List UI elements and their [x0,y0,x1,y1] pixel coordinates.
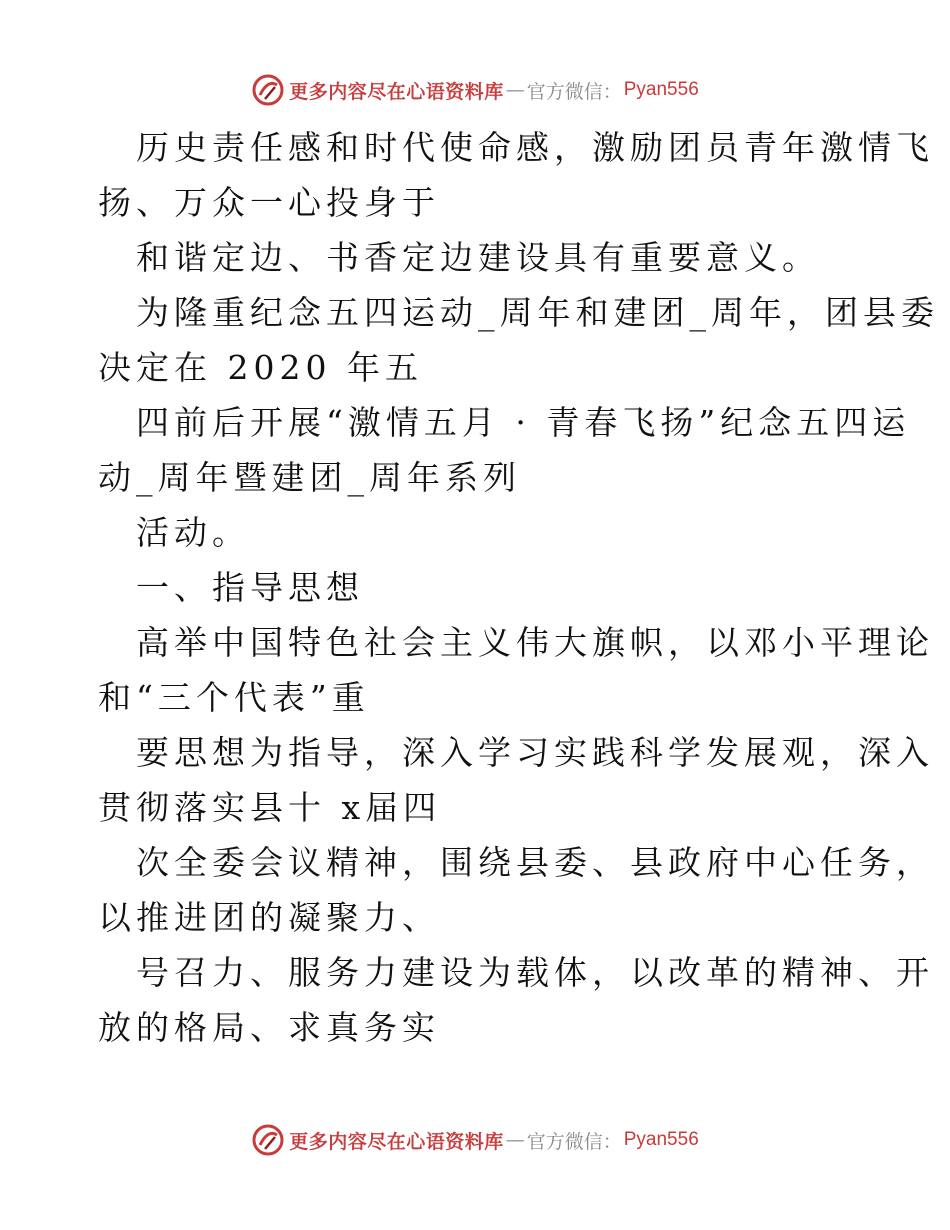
text-line: 四前后开展“激情五月 · 青春飞扬”纪念五四运 [136,403,911,442]
watermark-official: 官方微信： [526,80,622,103]
text-line: 动_周年暨建团_周年系列 [98,458,521,497]
section-heading: 一、指导思想 [136,568,364,607]
document-body [98,120,939,1055]
text-line: 以推进团的凝聚力、 [98,898,440,937]
text-line: 和谐定边、书香定边建设具有重要意义。 [136,238,820,277]
text-line: 高举中国特色社会主义伟大旗帜，以邓小平理论 [136,623,934,662]
watermark-text: 更多内容尽在心语资料库 [289,80,504,103]
text-line: 贯彻落实县十 x届四 [98,788,442,827]
text-line: 和“三个代表”重 [98,678,370,717]
text-line: 决定在 2020 年五 [98,348,423,387]
watermark-official: 官方微信： [526,1130,622,1153]
logo-icon [251,1123,285,1157]
logo-icon [251,73,285,107]
text-line: 放的格局、求真务实 [98,1008,440,1047]
watermark-id: Pyan556 [623,1129,699,1150]
watermark-id: Pyan556 [623,79,699,100]
text-line: 次全委会议精神，围绕县委、县政府中心任务， [136,843,934,882]
watermark-text: 更多内容尽在心语资料库 [289,1130,504,1153]
text-line: 号召力、服务力建设为载体，以改革的精神、开 [136,953,934,992]
text-line: 要思想为指导，深入学习实践科学发展观，深入 [136,733,934,772]
watermark-dash: — [505,1129,525,1151]
watermark-banner-top [0,70,950,110]
text-line: 活动。 [136,513,250,552]
text-line: 扬、万众一心投身于 [98,183,440,222]
watermark-banner-bottom [0,1120,950,1160]
text-line: 历史责任感和时代使命感，激励团员青年激情飞 [136,128,934,167]
text-line: 为隆重纪念五四运动_周年和建团_周年，团县委 [136,293,939,332]
watermark-dash: — [505,79,525,101]
